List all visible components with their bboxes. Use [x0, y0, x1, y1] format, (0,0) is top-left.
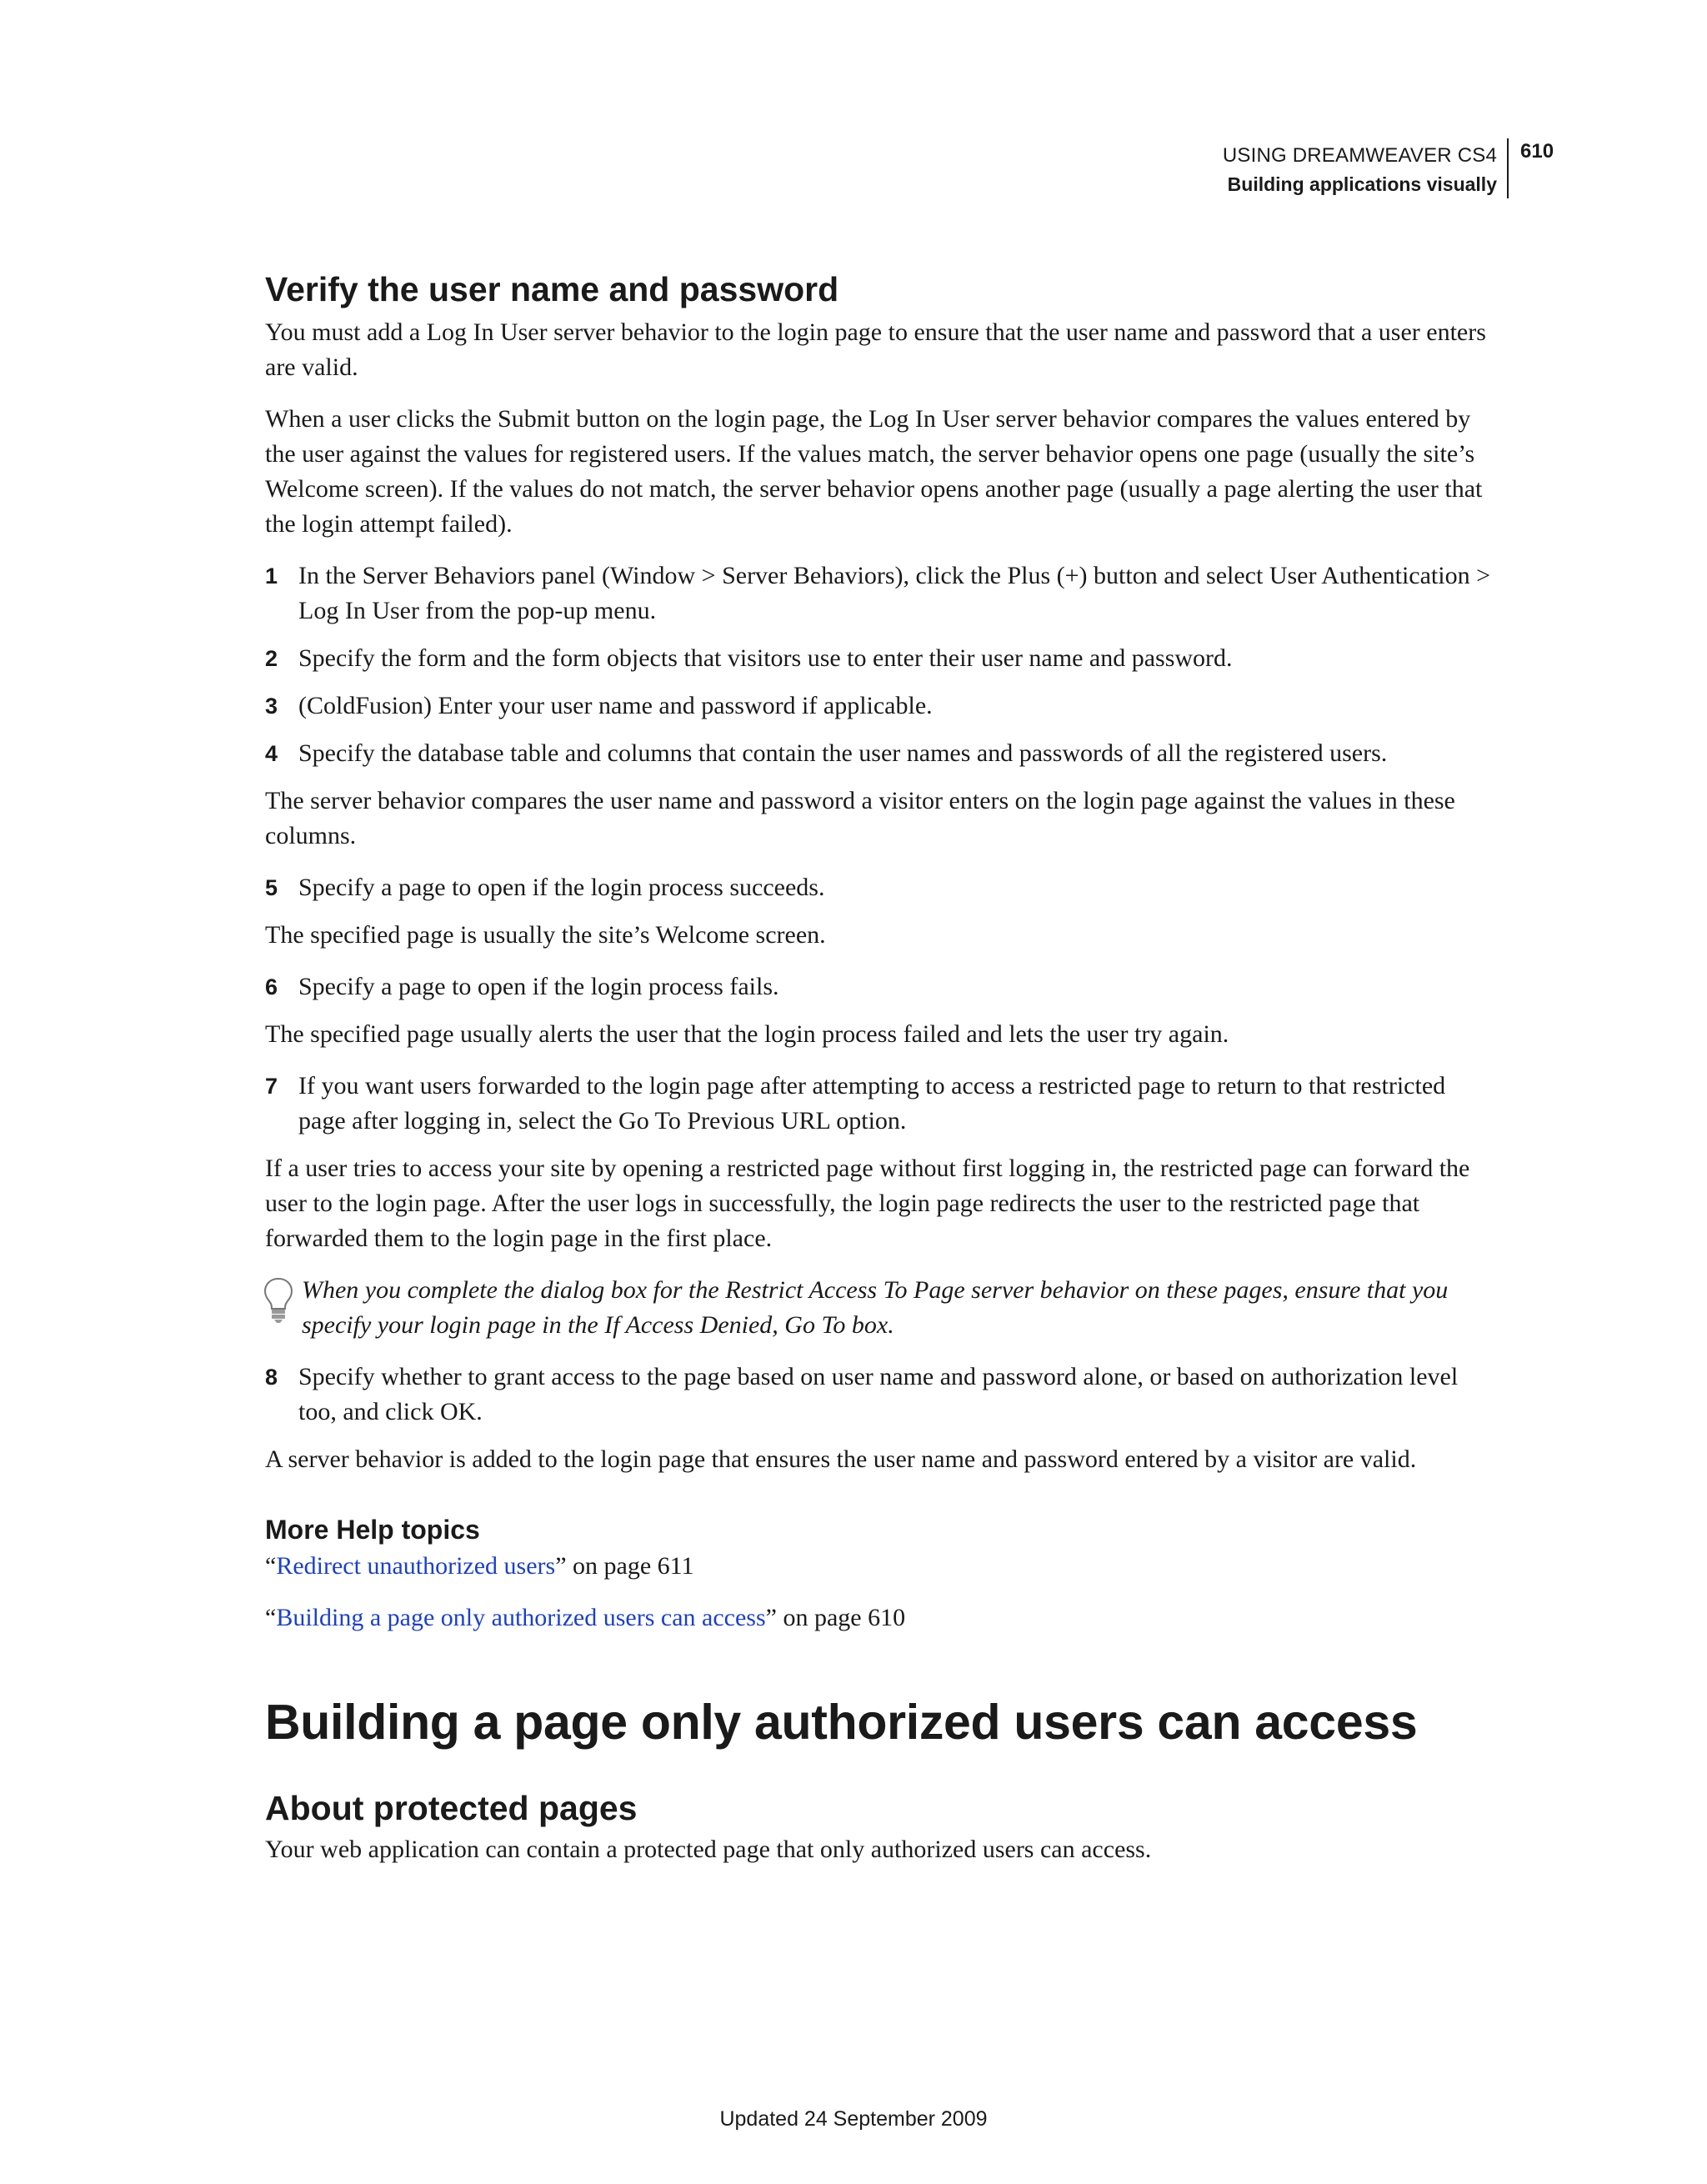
page-number: 610 — [1520, 140, 1554, 163]
quote-open: “ — [265, 1552, 277, 1580]
lightbulb-icon — [262, 1276, 295, 1325]
more-help-heading: More Help topics — [265, 1515, 480, 1545]
help-link-item — [265, 1600, 1499, 1635]
step-text: (ColdFusion) Enter your user name and password if applicable. — [298, 692, 933, 719]
step-item — [265, 969, 1499, 1004]
step-text: Specify the form and the form objects that visitors use to enter their user name and password. — [298, 644, 1233, 672]
chapter-heading: Building a page only authorized users can access — [265, 1695, 1418, 1750]
page-content — [265, 265, 1499, 1867]
section-heading-verify: Verify the user name and password — [265, 270, 839, 308]
link-building-authorized-page[interactable]: Building a page only authorized users can access — [276, 1604, 766, 1631]
step-item — [265, 689, 1499, 724]
tip-note — [265, 1273, 1499, 1343]
paragraph: The specified page is usually the site’s Welcome screen. — [265, 921, 826, 949]
step-number: 1 — [265, 564, 278, 589]
link-suffix: ” on page 611 — [555, 1552, 694, 1580]
help-link-item — [265, 1549, 1499, 1584]
step-text: Specify the database table and columns that contain the user names and passwords of all the registered users. — [298, 739, 1388, 767]
running-header-divider — [1507, 138, 1509, 198]
step-number: 6 — [265, 974, 278, 999]
paragraph: The specified page usually alerts the user that the login process failed and lets the user try again. — [265, 1020, 1229, 1048]
paragraph: Your web application can contain a protected page that only authorized users can access. — [265, 1836, 1152, 1863]
step-text: In the Server Behaviors panel (Window > Server Behaviors), click the Plus (+) button and select User Authentication > Log In User from the pop-up menu. — [298, 562, 1491, 624]
step-number: 4 — [265, 741, 278, 766]
paragraph: A server behavior is added to the login page that ensures the user name and password entered by a visitor are valid. — [265, 1445, 1417, 1473]
paragraph: If a user tries to access your site by opening a restricted page without first logging in, the restricted page can forward the user to the login page. After the user logs in successfully, the login page redirects the user to the restricted page that forwarded them to the login page in the first place. — [265, 1155, 1470, 1252]
step-number: 7 — [265, 1074, 278, 1099]
paragraph: You must add a Log In User server behavior to the login page to ensure that the user name and password that a user enters are valid. — [265, 318, 1486, 381]
running-header — [1223, 142, 1497, 198]
step-item — [265, 736, 1499, 771]
step-text: Specify a page to open if the login process fails. — [298, 973, 779, 1000]
step-text: Specify a page to open if the login process succeeds. — [298, 874, 825, 901]
paragraph: The server behavior compares the user name and password a visitor enters on the login page against the values in these columns. — [265, 787, 1455, 849]
step-number: 5 — [265, 875, 278, 900]
paragraph: When a user clicks the Submit button on the login page, the Log In User server behavior compares the values entered by the user against the values for registered users. If the values match, the server behavior opens one page (usually the site’s Welcome screen). If the values do not match, the server behavior opens another page (usually a page alerting the user that the login attempt failed). — [265, 405, 1483, 538]
step-item — [265, 1069, 1499, 1139]
page-footer: Updated 24 September 2009 — [719, 2107, 988, 2131]
step-number: 2 — [265, 646, 278, 671]
step-number: 3 — [265, 694, 278, 719]
step-number: 8 — [265, 1365, 278, 1390]
link-suffix: ” on page 610 — [765, 1604, 906, 1631]
step-text: If you want users forwarded to the login page after attempting to access a restricted page to return to that restricted page after logging in, select the Go To Previous URL option. — [298, 1072, 1446, 1135]
step-text: Specify whether to grant access to the page based on user name and password alone, or based on authorization level too, and click OK. — [298, 1363, 1459, 1425]
tip-text: When you complete the dialog box for the Restrict Access To Page server behavior on these pages, ensure that you specify your login page in the If Access Denied, Go To box. — [302, 1276, 1449, 1339]
link-redirect-unauthorized-users[interactable]: Redirect unauthorized users — [276, 1552, 556, 1580]
quote-open: “ — [265, 1604, 277, 1631]
section-heading-protected: About protected pages — [265, 1789, 638, 1827]
step-item — [265, 870, 1499, 905]
step-item — [265, 559, 1499, 629]
running-header-title: USING DREAMWEAVER CS4 — [1222, 144, 1497, 167]
step-item — [265, 641, 1499, 676]
step-item — [265, 1360, 1499, 1430]
running-header-subtitle: Building applications visually — [1227, 173, 1497, 195]
